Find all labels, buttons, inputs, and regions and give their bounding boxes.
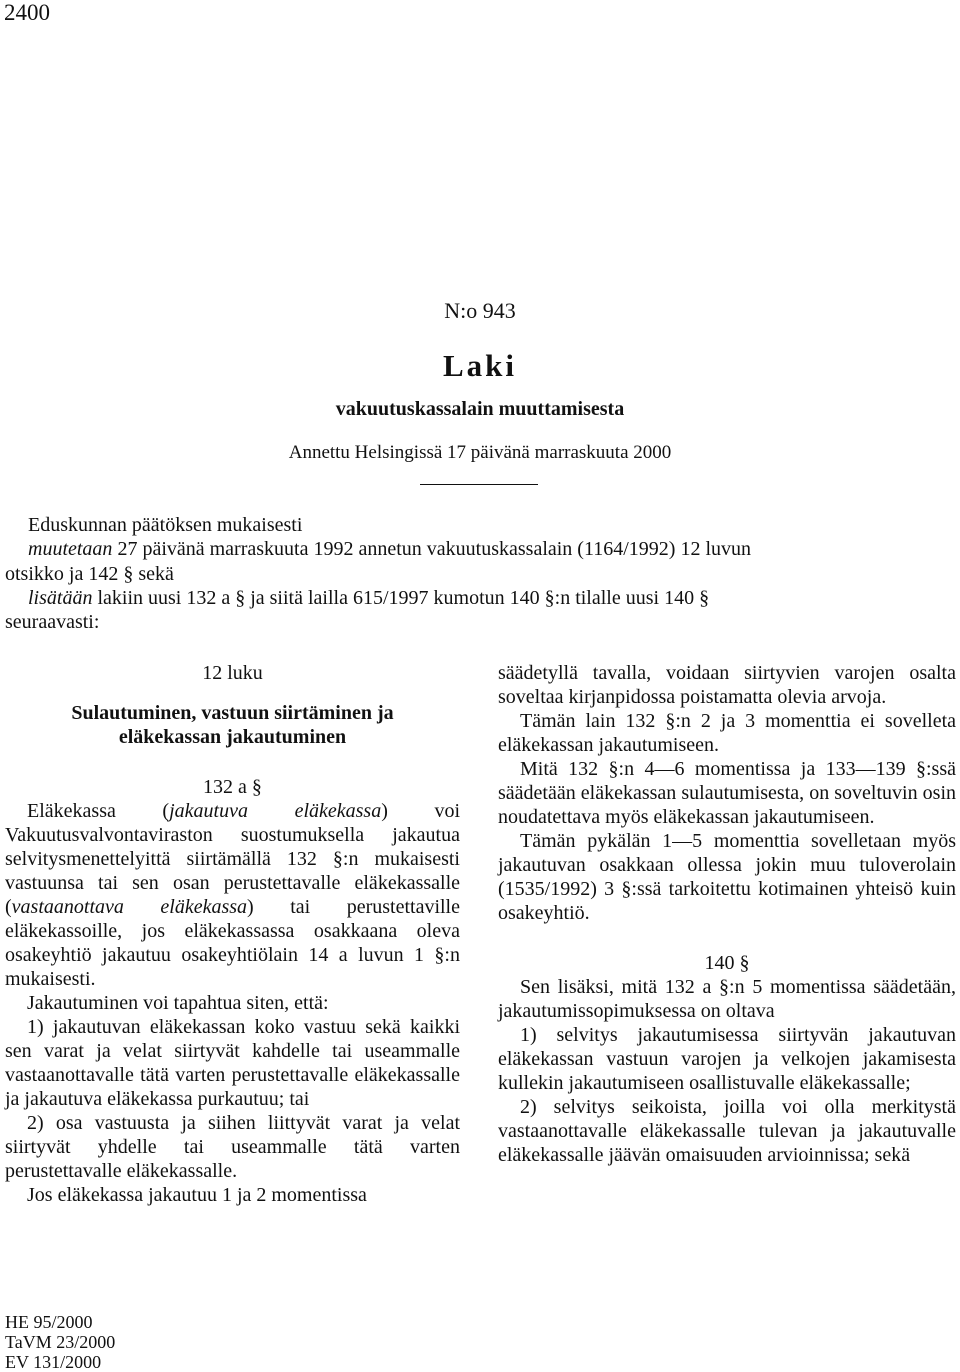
intro-line-5: seuraavasti: bbox=[5, 611, 100, 633]
given-date: Annettu Helsingissä 17 päivänä marraskuuta 2000 bbox=[288, 442, 672, 463]
law-title: vakuutuskassalain muuttamisesta bbox=[335, 398, 625, 420]
chapter-title-line-2: eläkekassan jakautuminen bbox=[118, 726, 347, 748]
paragraph-8: Tämän pykälän 1—5 momenttia sovelletaan myös jakautuvan osakkaan ollessa jokin muu tuloverolain (1535/1992) 3 §:ssä tarkoitettu kotimainen yhteisö kuin osakeyhtiö. bbox=[498, 830, 956, 924]
references bbox=[5, 1312, 115, 1372]
page-number: 2400 bbox=[4, 0, 50, 25]
chapter-number: 12 luku bbox=[202, 662, 263, 684]
paragraph-2: Jakautuminen voi tapahtua siten, että: bbox=[27, 992, 329, 1014]
chapter-title-line-1: Sulautuminen, vastuun siirtäminen ja bbox=[71, 702, 394, 724]
paragraph-continued: säädetyllä tavalla, voidaan siirtyvien varojen osalta soveltaa kirjanpidossa poistamatta olevia arvoja. bbox=[498, 662, 956, 708]
reference-tavm: TaVM 23/2000 bbox=[5, 1332, 116, 1352]
paragraph-11: 2) selvitys seikoista, joilla voi olla merkitystä vastaanottavalle eläkekassalle tulevan ja jakautuvalle eläkekassalle jäävän omaisuuden arvioinnissa; sekä bbox=[498, 1096, 956, 1166]
intro-line-4-text: lakiin uusi 132 a § ja siitä lailla 615/1997 kumotun 140 §:n tilalle uusi 140 § bbox=[92, 587, 710, 609]
paragraph-4: 2) osa vastuusta ja siihen liittyvät varat ja velat siirtyvät yhdelle tai useammalle tätä varten perustettavalle eläkekassalle. bbox=[5, 1112, 460, 1182]
amend-keyword: muutetaan bbox=[28, 538, 113, 560]
add-keyword: lisätään bbox=[28, 587, 93, 609]
paragraph-9: Sen lisäksi, mitä 132 a §:n 5 momentissa säädetään, jakautumissopimuksessa on oltava bbox=[498, 976, 956, 1022]
law-heading: Laki bbox=[442, 348, 518, 383]
paragraph-1: Eläkekassa (jakautuva eläkekassa) voi Vakuutusvalvontaviraston suostumuksella jakautua selvitysmenettelyittä siirtämällä 132 §:n mukaisesti vastuunsa tai sen osan perustettavalle eläkekassalle (vastaanottava eläkekassa) tai perustettaville eläkekassoille, jos eläkekassassa osakkaana oleva osakeyhtiö jakautuu osakeyhtiölain 14 a luvun 1 §:n mukaisesti. bbox=[5, 800, 461, 990]
section-132a: 132 a § bbox=[203, 776, 262, 798]
intro-line-3: otsikko ja 142 § sekä bbox=[5, 563, 174, 585]
intro-line-4 bbox=[28, 586, 958, 610]
statute-number: N:o 943 bbox=[444, 298, 516, 323]
intro-line-2-text: 27 päivänä marraskuuta 1992 annetun vakuutuskassalain (1164/1992) 12 luvun bbox=[112, 538, 752, 560]
divider bbox=[420, 484, 538, 485]
paragraph-5: Jos eläkekassa jakautuu 1 ja 2 momentissa bbox=[27, 1184, 367, 1206]
intro-line-1: Eduskunnan päätöksen mukaisesti bbox=[28, 514, 303, 536]
paragraph-6: Tämän lain 132 §:n 2 ja 3 momenttia ei sovelleta eläkekassan jakautumiseen. bbox=[498, 710, 956, 756]
intro-line-2 bbox=[28, 537, 958, 561]
section-140: 140 § bbox=[704, 952, 750, 974]
reference-ev: EV 131/2000 bbox=[5, 1352, 102, 1372]
paragraph-10: 1) selvitys jakautumisessa siirtyvän jakautuvan eläkekassan vastuun varojen ja velkojen jakamisesta kullekin jakautumiseen osallistuvalle eläkekassalle; bbox=[498, 1024, 956, 1094]
left-column bbox=[5, 661, 460, 1207]
right-column bbox=[498, 661, 956, 1167]
paragraph-7: Mitä 132 §:n 4—6 momentissa ja 133—139 §:ssä säädetään eläkekassan sulautumisesta, on soveltuvin osin noudatettava myös eläkekassan jakautumiseen. bbox=[498, 758, 956, 828]
paragraph-3: 1) jakautuvan eläkekassan koko vastuu sekä kaikki sen varat ja velat siirtyvät kahdelle tai useammalle vastaanottavalle tätä varten perustettavalle eläkekassalle ja jakautuva eläkekassa purkautuu; tai bbox=[5, 1016, 460, 1110]
reference-he: HE 95/2000 bbox=[5, 1312, 93, 1332]
